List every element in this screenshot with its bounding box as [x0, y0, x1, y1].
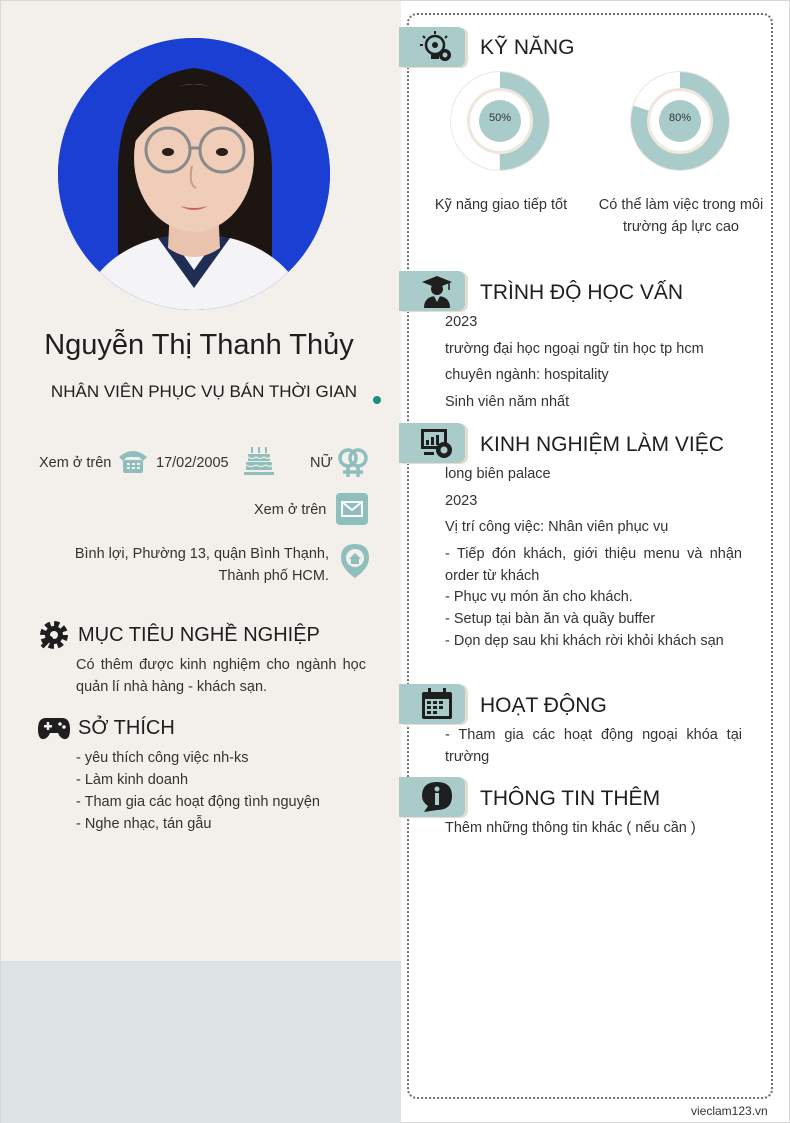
calendar-icon [420, 687, 454, 721]
gender-value: NỮ [310, 455, 333, 471]
skill-1-label: Kỹ năng giao tiếp tốt [434, 197, 568, 213]
activities-title: HOẠT ĐỘNG [480, 694, 607, 717]
settings-gear-icon [38, 619, 70, 656]
objective-text: Có thêm được kinh nghiệm cho ngành học quản lí nhà hàng - khách sạn. [76, 657, 366, 695]
left-column-footer-band [1, 961, 401, 1123]
address-value: Bình lợi, Phường 13, quận Bình Thạnh, Thành phố HCM. [74, 546, 329, 584]
experience-duty: - Dọn dẹp sau khi khách rời khỏi khách sạn [445, 633, 724, 649]
phone-value: Xem ở trên [39, 455, 112, 471]
hobbies-title: SỞ THÍCH [78, 717, 175, 739]
education-year: 2023 [445, 314, 478, 330]
objective-title: MỤC TIÊU NGHỀ NGHIỆP [78, 624, 320, 646]
skill-2-percent: 80% [668, 112, 692, 124]
decorative-dot [373, 396, 381, 404]
phone-icon [117, 447, 149, 480]
gamepad-icon [38, 715, 70, 746]
email-icon [336, 493, 368, 530]
info-icon [420, 780, 454, 814]
more-info-title: THÔNG TIN THÊM [480, 787, 661, 810]
job-title: NHÂN VIÊN PHỤC VỤ BÁN THỜI GIAN [50, 382, 358, 401]
skill-2-label: Có thể làm việc trong môi trường áp lực cao [598, 197, 764, 235]
experience-duty: - Tiếp đón khách, giới thiệu menu và nhận order từ khách [445, 546, 742, 584]
list-item: - Tham gia các hoạt động tình nguyện [76, 794, 320, 810]
experience-year: 2023 [445, 493, 478, 509]
candidate-name: Nguyễn Thị Thanh Thủy [44, 329, 354, 361]
experience-duty: - Phục vụ món ăn cho khách. [445, 589, 633, 605]
home-location-icon [341, 544, 369, 583]
education-title: TRÌNH ĐỘ HỌC VẤN [480, 281, 684, 304]
list-item: - Nghe nhạc, tán gẫu [76, 816, 212, 832]
hobbies-list [76, 747, 320, 835]
work-chart-icon [420, 426, 454, 460]
gender-icon [336, 445, 370, 484]
activities-text: - Tham gia các hoạt động ngoại khóa tại trường [445, 727, 742, 765]
experience-title: KINH NGHIỆM LÀM VIỆC [480, 433, 724, 456]
list-item: - Làm kinh doanh [76, 772, 189, 788]
birthday-cake-icon [244, 445, 274, 482]
experience-position: Vị trí công việc: Nhân viên phục vụ [445, 519, 669, 535]
education-school: trường đại học ngoại ngữ tin học tp hcm [445, 341, 704, 357]
avatar [58, 38, 330, 310]
skill-1-percent: 50% [488, 112, 512, 124]
experience-duty: - Setup tại bàn ăn và quầy buffer [445, 611, 656, 627]
more-info-text: Thêm những thông tin khác ( nếu cần ) [445, 820, 696, 836]
experience-company: long biên palace [445, 466, 551, 482]
graduate-icon [420, 274, 454, 308]
skills-title: KỸ NĂNG [480, 36, 575, 59]
email-value: Xem ở trên [254, 502, 327, 518]
skills-bulb-icon [420, 30, 454, 64]
education-major: chuyên ngành: hospitality [445, 367, 609, 383]
list-item: - yêu thích công việc nh-ks [76, 750, 249, 766]
education-note: Sinh viên năm nhất [445, 394, 570, 410]
birthday-value: 17/02/2005 [156, 455, 229, 471]
footer-site: vieclam123.vn [691, 1104, 768, 1118]
